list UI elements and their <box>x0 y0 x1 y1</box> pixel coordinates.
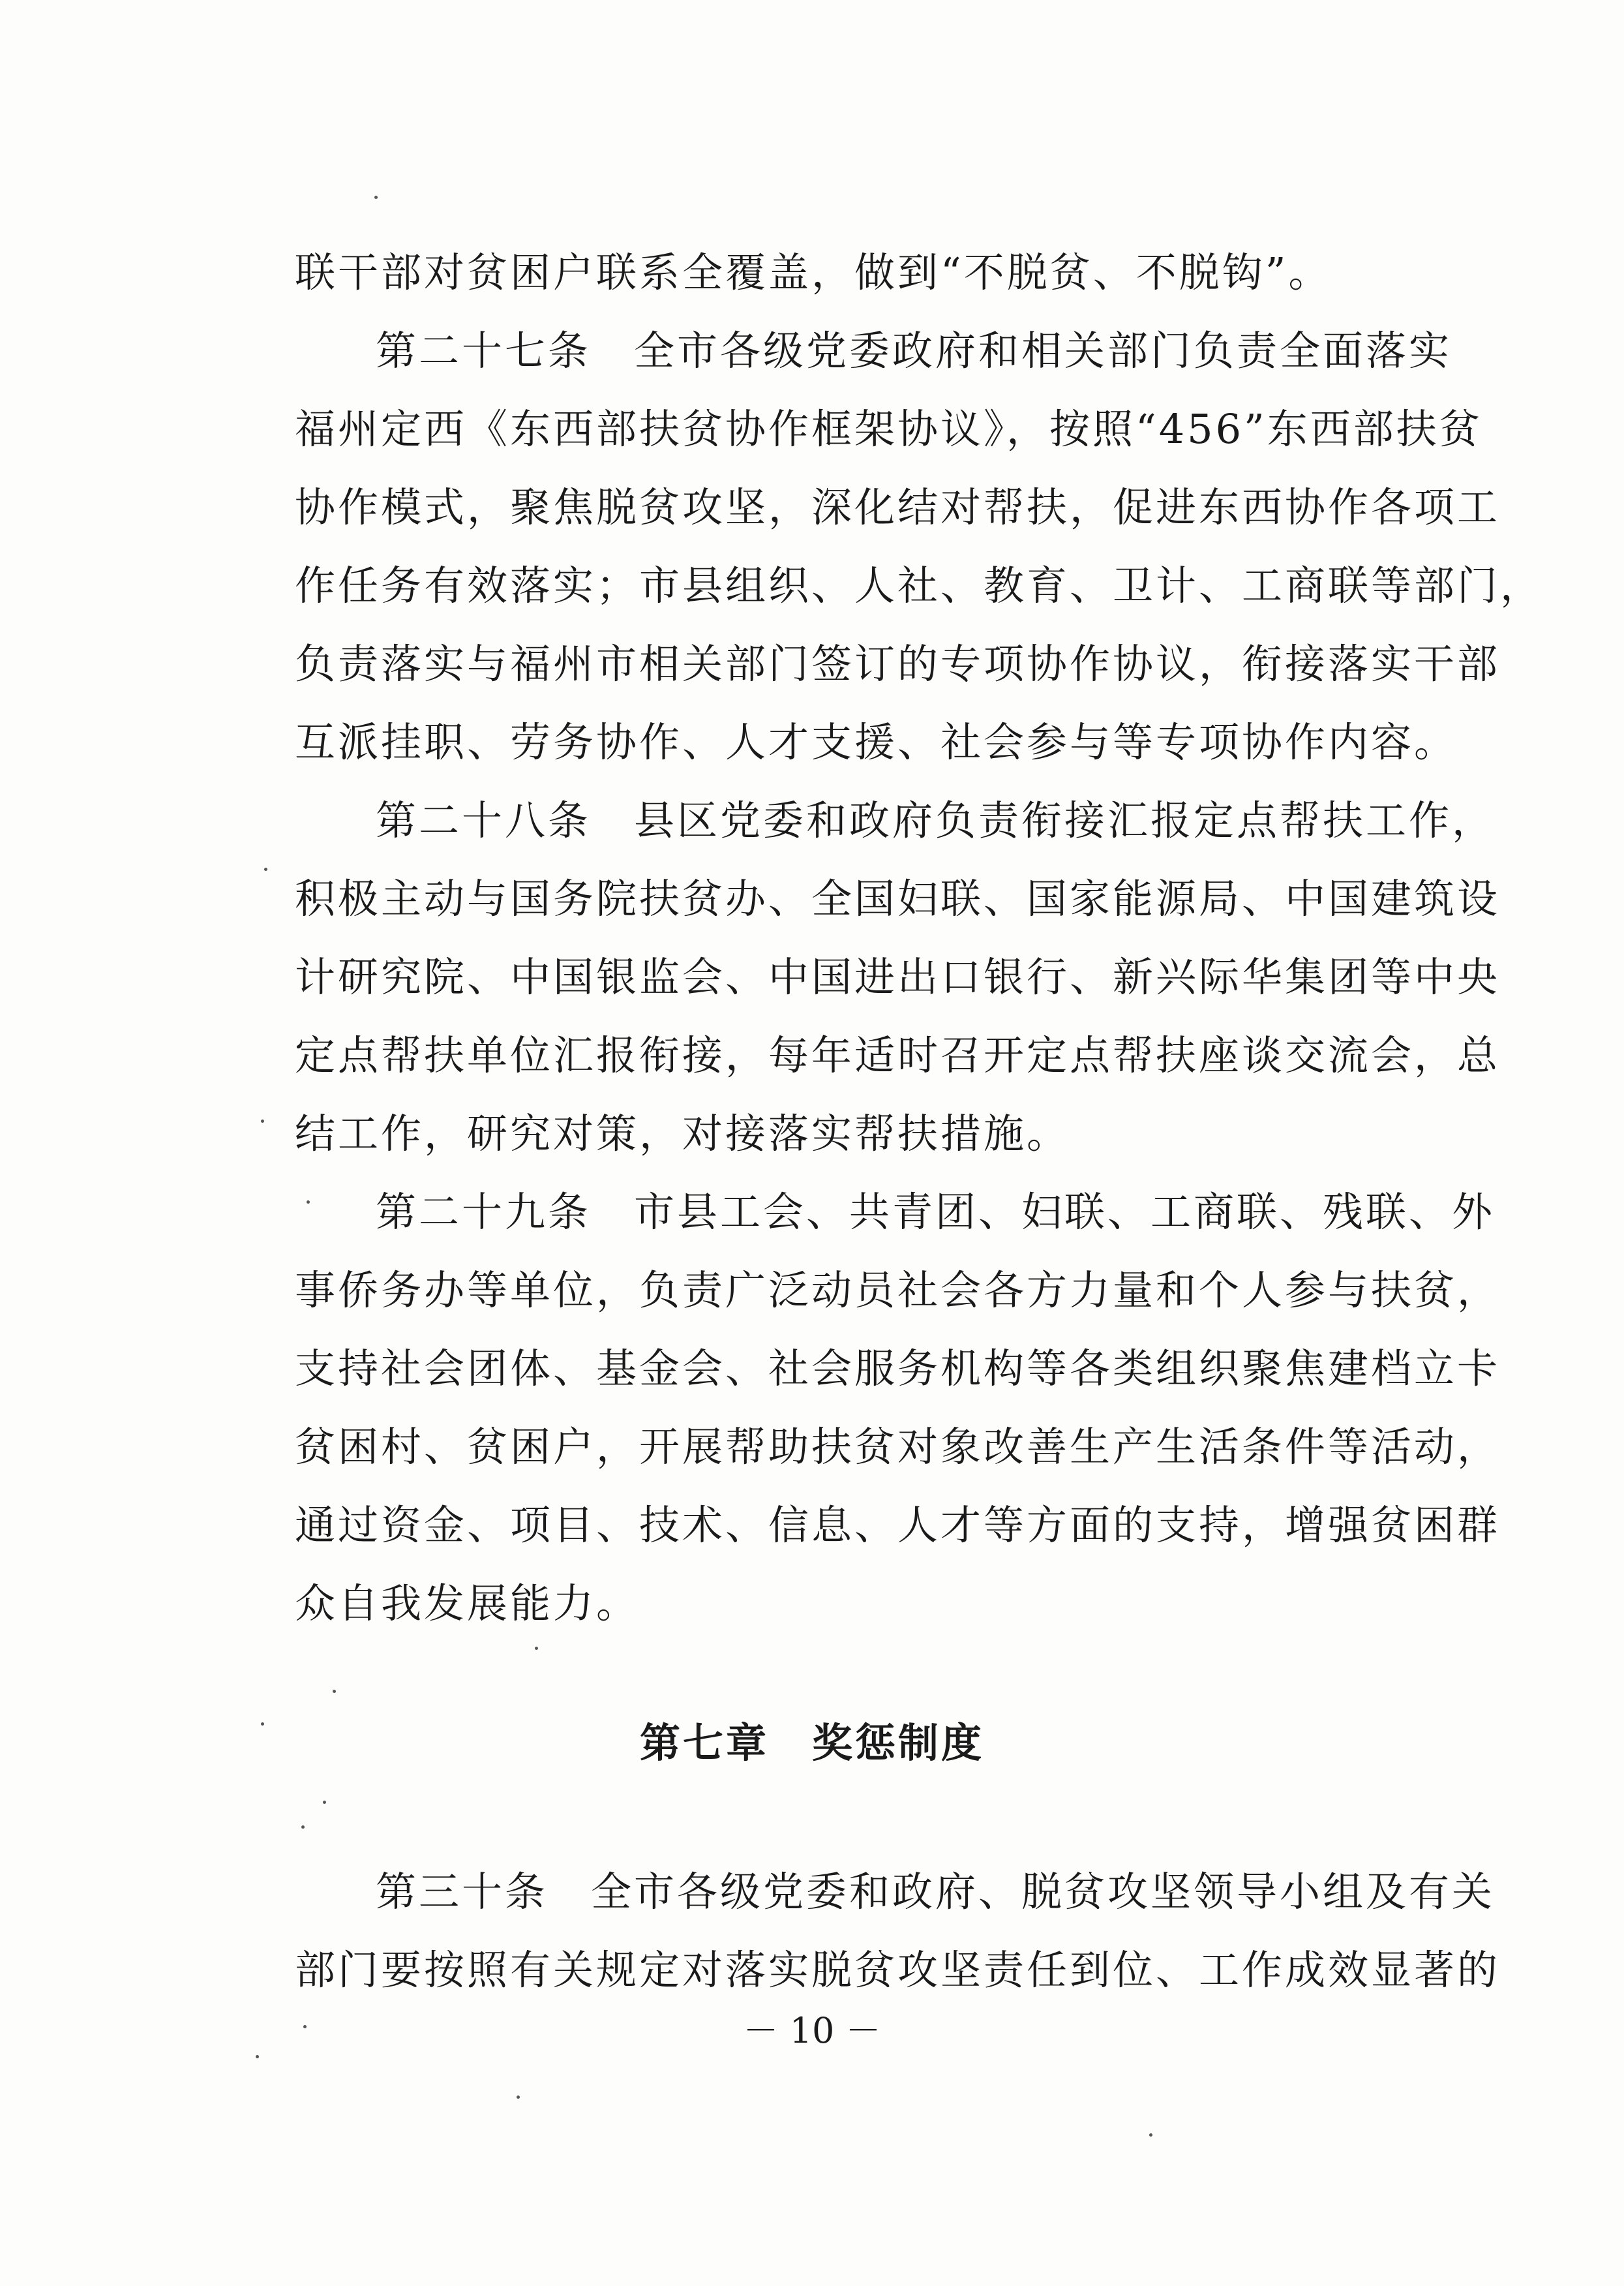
text-line: 作任务有效落实；市县组织、人社、教育、卫计、工商联等部门， <box>295 562 1544 609</box>
scan-speck <box>333 1690 336 1693</box>
text-line: 结工作，研究对策，对接落实帮扶措施。 <box>295 1110 1070 1157</box>
article-30-start: 第三十条 全市各级党委和政府、脱贫攻坚领导小组及有关 <box>376 1868 1496 1915</box>
scan-speck <box>535 1647 538 1650</box>
text-line: 通过资金、项目、技术、信息、人才等方面的支持，增强贫困群 <box>295 1501 1501 1549</box>
article-28-start: 第二十八条 县区党委和政府负责衔接汇报定点帮扶工作， <box>376 797 1496 844</box>
scan-speck <box>323 1801 326 1804</box>
text-line: 互派挂职、劳务协作、人才支援、社会参与等专项协作内容。 <box>295 718 1458 766</box>
scan-speck <box>261 1120 264 1123</box>
scan-speck <box>303 2025 307 2028</box>
scan-speck <box>307 1200 310 1204</box>
text-line: 支持社会团体、基金会、社会服务机构等各类组织聚焦建档立卡 <box>295 1345 1501 1392</box>
text-line: 贫困村、贫困户，开展帮助扶贫对象改善生产生活条件等活动， <box>295 1423 1501 1471</box>
text-line: 积极主动与国务院扶贫办、全国妇联、国家能源局、中国建筑设 <box>295 875 1501 922</box>
text-line: 部门要按照有关规定对落实脱贫攻坚责任到位、工作成效显著的 <box>295 1946 1501 1994</box>
scan-speck <box>256 2055 259 2058</box>
chapter-heading: 第七章 奖惩制度 <box>639 1719 984 1767</box>
text-line: 计研究院、中国银监会、中国进出口银行、新兴际华集团等中央 <box>295 953 1501 1001</box>
article-27-start: 第二十七条 全市各级党委政府和相关部门负责全面落实 <box>376 327 1452 374</box>
scan-speck <box>264 868 267 871</box>
scan-speck <box>517 2096 520 2099</box>
text-line: 协作模式，聚焦脱贫攻坚，深化结对帮扶，促进东西协作各项工 <box>295 483 1501 531</box>
scan-speck <box>374 196 378 199</box>
text-line: 定点帮扶单位汇报衔接，每年适时召开定点帮扶座谈交流会，总 <box>295 1031 1501 1079</box>
text-line: 福州定西《东西部扶贫协作框架协议》，按照“456”东西部扶贫 <box>295 405 1482 453</box>
scan-speck <box>301 1825 305 1829</box>
scan-speck <box>1149 2133 1152 2137</box>
scan-speck <box>261 1722 264 1726</box>
text-line: 联干部对贫困户联系全覆盖，做到“不脱贫、不脱钩”。 <box>295 249 1332 296</box>
text-line: 负责落实与福州市相关部门签订的专项协作协议，衔接落实干部 <box>295 640 1501 688</box>
text-line: 众自我发展能力。 <box>295 1579 640 1627</box>
article-29-start: 第二十九条 市县工会、共青团、妇联、工商联、残联、外 <box>376 1188 1496 1236</box>
text-line: 事侨务办等单位，负责广泛动员社会各方力量和个人参与扶贫， <box>295 1266 1501 1314</box>
page-number: － 10 － <box>743 2010 881 2051</box>
